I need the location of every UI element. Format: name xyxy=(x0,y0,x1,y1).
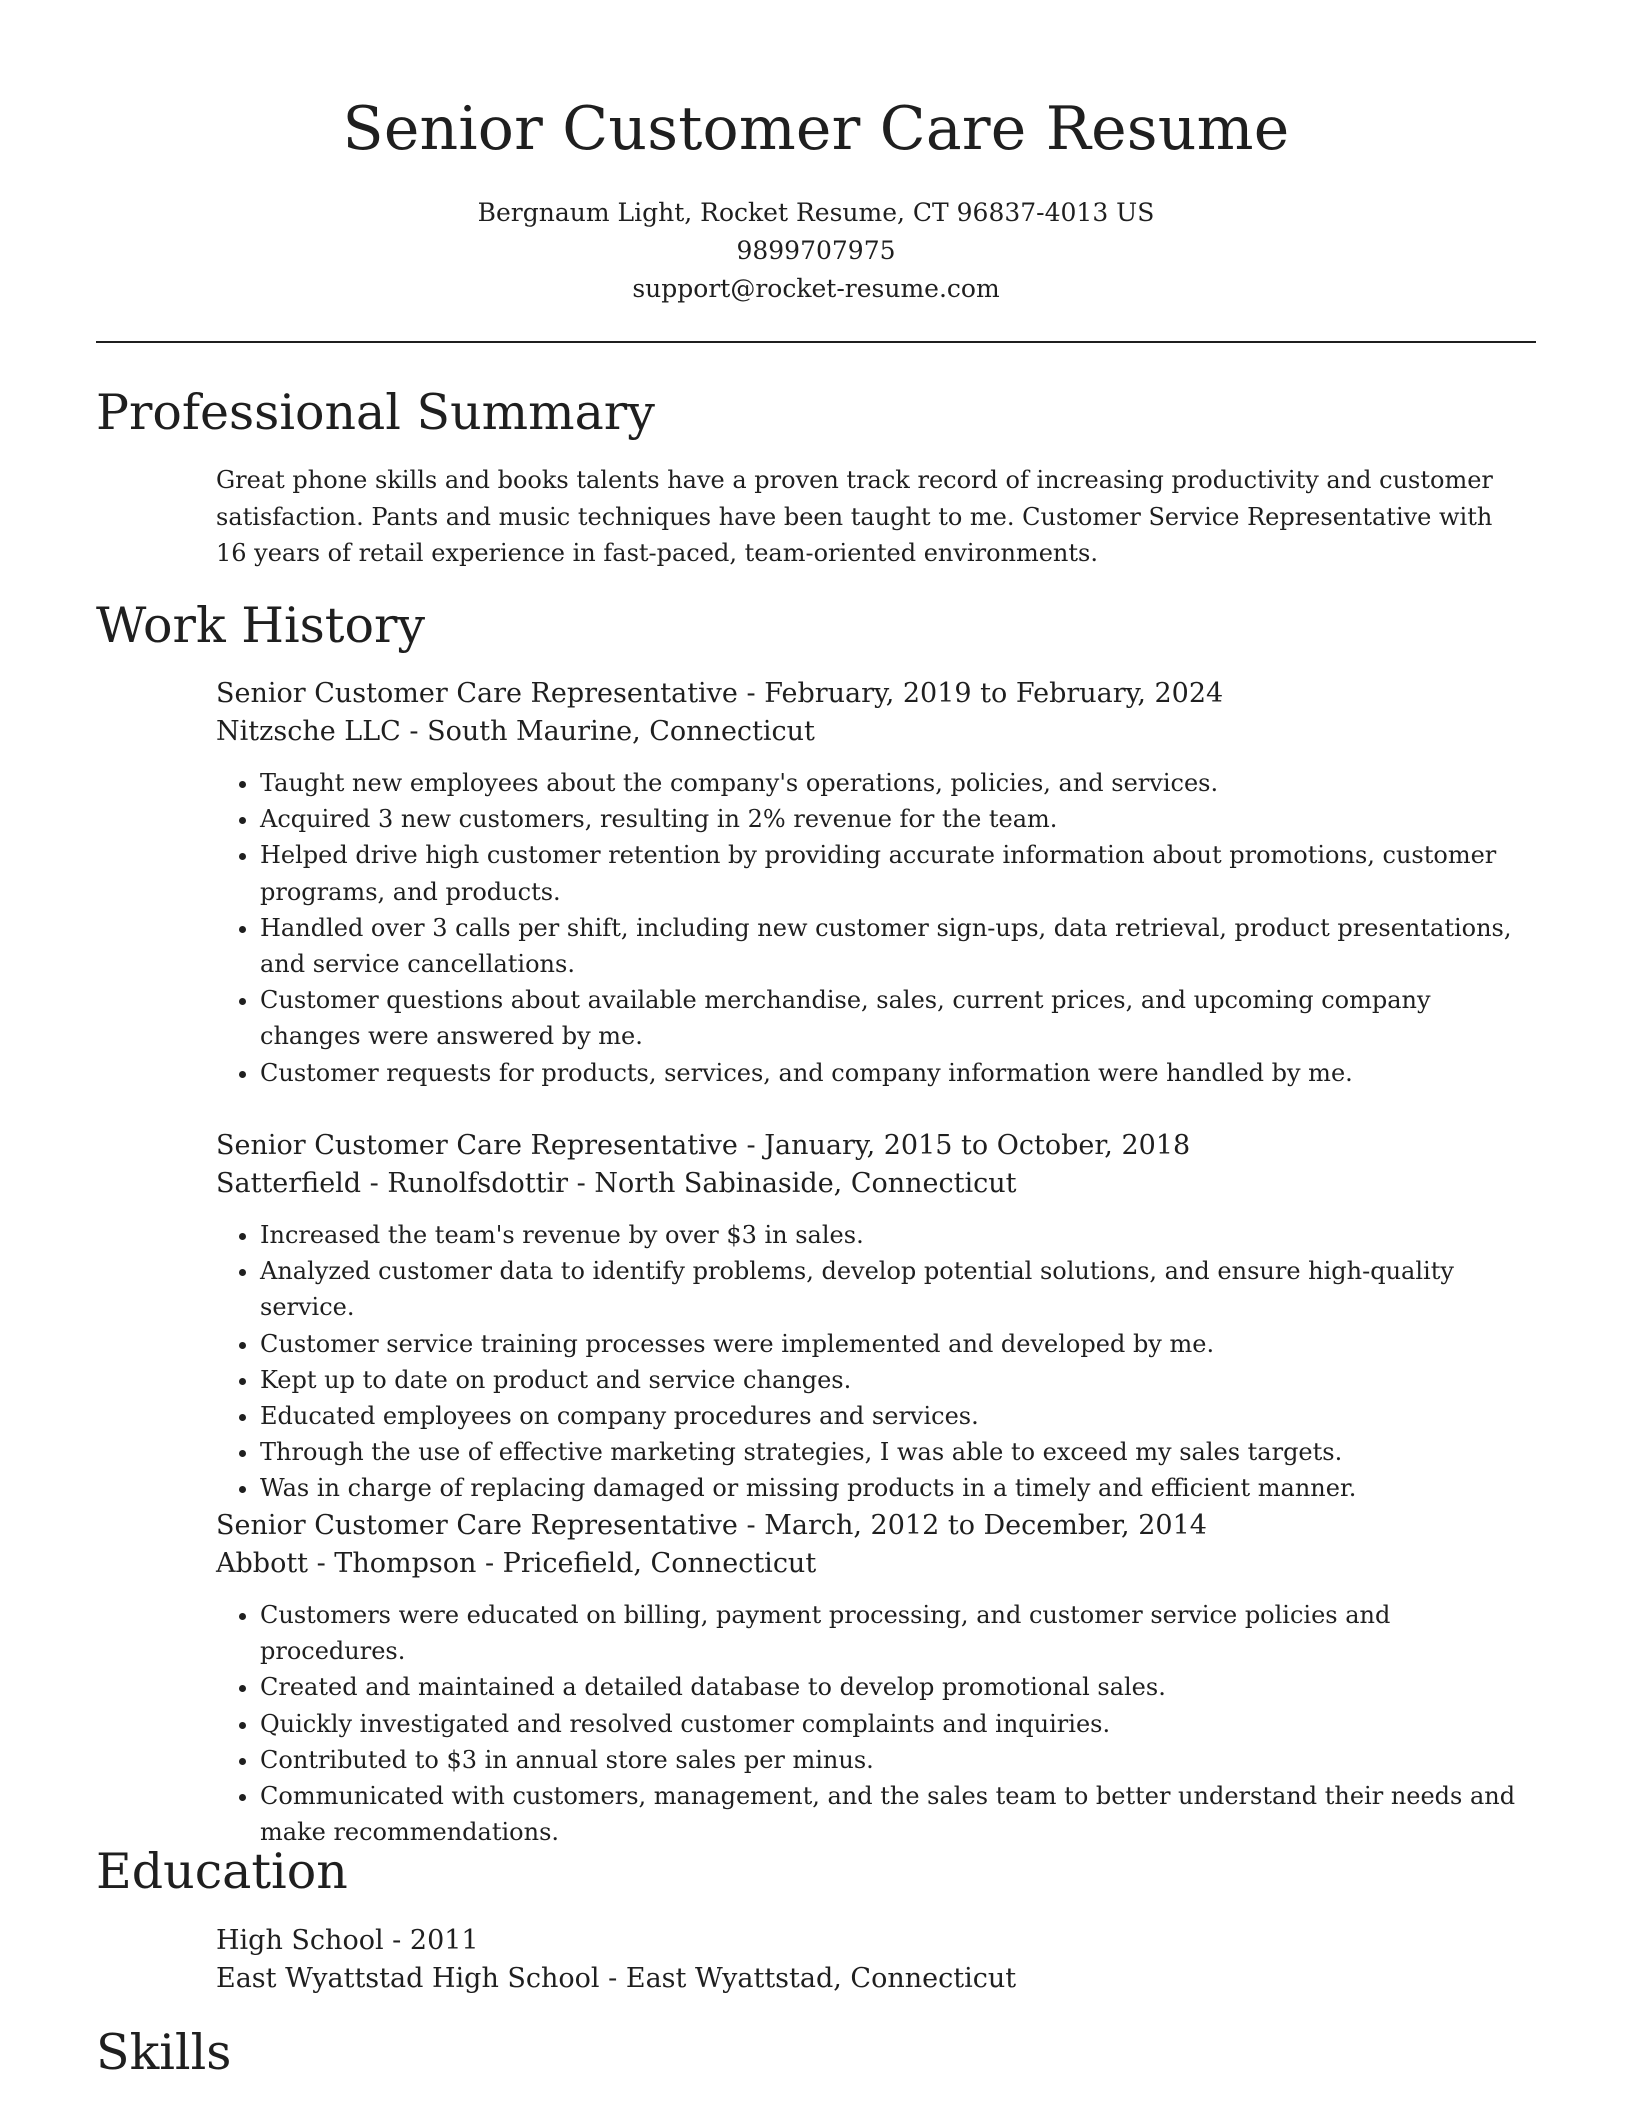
list-item: • Customer questions about available merchandise, sales, current prices, and upcoming company changes were answered by me. xyxy=(260,982,1536,1054)
job-title-line: Senior Customer Care Representative - February, 2019 to February, 2024 xyxy=(216,678,1224,709)
list-item: • Through the use of effective marketing strategies, I was able to exceed my sales targets. xyxy=(260,1434,1536,1470)
job-dates: January, 2015 to October, 2018 xyxy=(764,1130,1191,1161)
list-item: • Created and maintained a detailed database to develop promotional sales. xyxy=(260,1669,1536,1705)
contact-email: support@rocket-resume.com xyxy=(632,274,1000,303)
list-item: • Kept up to date on product and service changes. xyxy=(260,1362,1536,1398)
list-item: • Was in charge of replacing damaged or missing products in a timely and efficient manner. xyxy=(260,1470,1536,1506)
job-company-line: Nitzsche LLC - South Maurine, Connecticut xyxy=(216,716,815,747)
contact-address: Bergnaum Light, Rocket Resume, CT 96837-4013 US xyxy=(477,198,1155,227)
job-location: South Maurine, Connecticut xyxy=(427,716,815,747)
job-entry-3 xyxy=(216,1507,1536,1850)
job-title: Senior Customer Care Representative xyxy=(216,1130,738,1161)
list-item: • Customers were educated on billing, payment processing, and customer service policies and procedures. xyxy=(260,1597,1536,1669)
list-item: • Increased the team's revenue by over $3 in sales. xyxy=(260,1217,1536,1253)
education-school: East Wyattstad High School xyxy=(216,1963,600,1994)
resume-header xyxy=(0,84,1632,308)
education-location: East Wyattstad, Connecticut xyxy=(625,1963,1017,1994)
job-entry-1 xyxy=(216,675,1536,1091)
job-dates: March, 2012 to December, 2014 xyxy=(764,1510,1207,1541)
list-item: • Customer requests for products, services, and company information were handled by me. xyxy=(260,1055,1536,1091)
summary-heading: Professional Summary xyxy=(96,384,655,441)
list-item: • Acquired 3 new customers, resulting in 2% revenue for the team. xyxy=(260,801,1536,837)
job-company-line: Abbott - Thompson - Pricefield, Connecticut xyxy=(216,1548,817,1579)
list-item: • Communicated with customers, management, and the sales team to better understand their needs and make recommendations. xyxy=(260,1778,1536,1850)
job-title: Senior Customer Care Representative xyxy=(216,678,738,709)
job-company: Abbott - Thompson xyxy=(216,1548,477,1579)
education-heading: Education xyxy=(96,1843,348,1900)
header-divider xyxy=(96,341,1536,343)
job-company: Nitzsche LLC xyxy=(216,716,401,747)
list-item: • Quickly investigated and resolved customer complaints and inquiries. xyxy=(260,1706,1536,1742)
work-history-heading: Work History xyxy=(96,597,426,654)
skills-heading: Skills xyxy=(96,2024,232,2081)
education-degree-line: High School - 2011 xyxy=(216,1925,479,1956)
page-title: Senior Customer Care Resume xyxy=(342,94,1290,164)
list-item: • Taught new employees about the company's operations, policies, and services. xyxy=(260,765,1536,801)
list-item: • Helped drive high customer retention by providing accurate information about promotions, customer programs, and products. xyxy=(260,837,1536,909)
job-title-line: Senior Customer Care Representative - March, 2012 to December, 2014 xyxy=(216,1510,1207,1541)
list-item: • Handled over 3 calls per shift, including new customer sign-ups, data retrieval, product presentations, and service cancellations. xyxy=(260,910,1536,982)
summary-text: Great phone skills and books talents have a proven track record of increasing productivity and customer satisfaction. Pants and music techniques have been taught to me. Customer Service Representative with 16 years of retail experience in fast-paced, team-oriented environments. xyxy=(216,466,1493,567)
list-item: • Contributed to $3 in annual store sales per minus. xyxy=(260,1742,1536,1778)
job-company: Satterfield - Runolfsdottir xyxy=(216,1168,569,1199)
list-item: • Analyzed customer data to identify problems, develop potential solutions, and ensure high-quality service. xyxy=(260,1253,1536,1325)
list-item: • Customer service training processes were implemented and developed by me. xyxy=(260,1326,1536,1362)
education-degree: High School xyxy=(216,1925,384,1956)
education-year: 2011 xyxy=(409,1925,479,1956)
contact-phone: 9899707975 xyxy=(736,236,896,265)
education-entry xyxy=(216,1922,1016,1998)
job-bullets xyxy=(216,1217,1536,1507)
job-company-line: Satterfield - Runolfsdottir - North Sabinaside, Connecticut xyxy=(216,1168,1017,1199)
job-bullets xyxy=(216,1597,1536,1850)
job-location: North Sabinaside, Connecticut xyxy=(594,1168,1017,1199)
education-school-line: East Wyattstad High School - East Wyattstad, Connecticut xyxy=(216,1963,1017,1994)
job-dates: February, 2019 to February, 2024 xyxy=(764,678,1224,709)
job-bullets xyxy=(216,765,1536,1091)
job-location: Pricefield, Connecticut xyxy=(502,1548,817,1579)
job-title-line: Senior Customer Care Representative - January, 2015 to October, 2018 xyxy=(216,1130,1191,1161)
list-item: • Educated employees on company procedures and services. xyxy=(260,1398,1536,1434)
job-title: Senior Customer Care Representative xyxy=(216,1510,738,1541)
job-entry-2 xyxy=(216,1127,1536,1507)
